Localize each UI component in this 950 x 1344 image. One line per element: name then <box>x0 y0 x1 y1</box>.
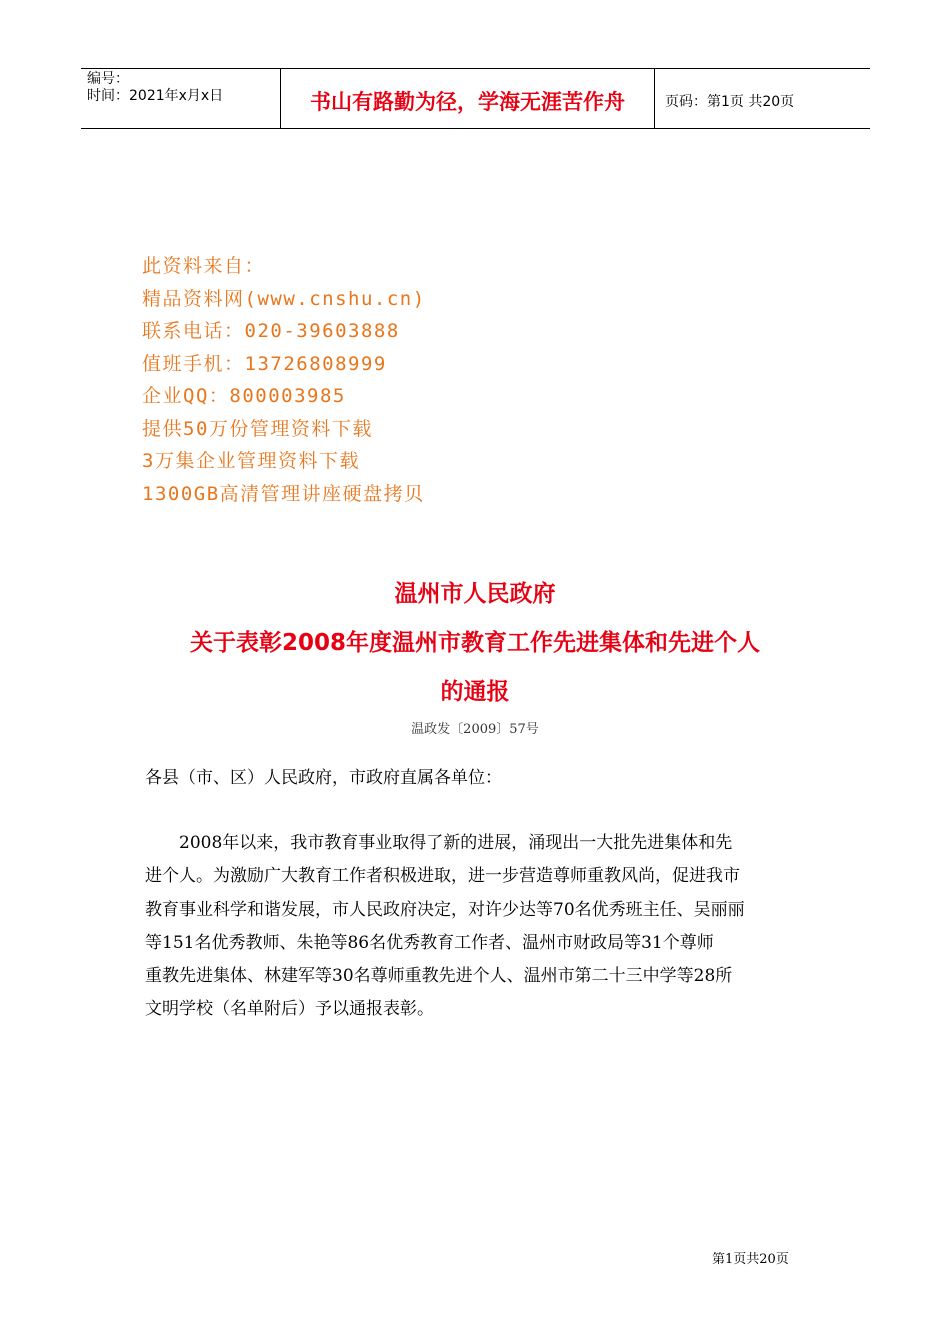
source-line: 企业QQ：800003985 <box>142 385 346 407</box>
document-title-line1: 温州市人民政府 <box>394 581 556 607</box>
header-page-info: 页码：第1页 共20页 <box>665 93 795 110</box>
document-title-line2: 关于表彰2008年度温州市教育工作先进集体和先进个人 <box>189 630 760 656</box>
number-label: 编号： <box>87 71 129 87</box>
body-line: 2008年以来，我市教育事业取得了新的进展，涌现出一大批先进集体和先 <box>145 833 733 853</box>
document-title-line3: 的通报 <box>440 679 510 705</box>
page-footer: 第1页共20页 <box>712 1252 789 1267</box>
time-label: 时间：2021年x月x日 <box>87 88 224 104</box>
source-line: 值班手机：13726808999 <box>142 352 387 375</box>
body-line: 教育事业科学和谐发展，市人民政府决定，对许少达等70名优秀班主任、吴丽丽 <box>145 899 745 920</box>
page-header <box>81 68 870 129</box>
document-number: 温政发〔2009〕57号 <box>411 722 539 737</box>
body-line: 等151名优秀教师、朱艳等86名优秀教育工作者、温州市财政局等31个尊师 <box>145 932 714 953</box>
salutation: 各县（市、区）人民政府，市政府直属各单位： <box>145 768 502 788</box>
source-line: 此资料来自： <box>142 255 266 277</box>
source-info-block <box>142 250 426 510</box>
source-line: 联系电话：020-39603888 <box>142 320 400 342</box>
body-line: 文明学校（名单附后）予以通报表彰。 <box>145 999 434 1020</box>
source-line: 提供50万份管理资料下载 <box>142 417 373 440</box>
body-line: 重教先进集体、林建军等30名尊师重教先进个人、温州市第二十三中学等28所 <box>145 966 733 987</box>
body-line: 进个人。为激励广大教育工作者积极进取，进一步营造尊师重教风尚，促进我市 <box>145 866 740 887</box>
body-paragraph <box>145 827 809 1027</box>
source-line: 3万集企业管理资料下载 <box>142 450 360 472</box>
header-motto: 书山有路勤为径，学海无涯苦作舟 <box>281 69 655 128</box>
source-line: 1300GB高清管理讲座硬盘拷贝 <box>142 482 425 505</box>
source-line: 精品资料网(www.cnshu.cn) <box>142 287 426 310</box>
header-meta-cell <box>81 69 281 128</box>
